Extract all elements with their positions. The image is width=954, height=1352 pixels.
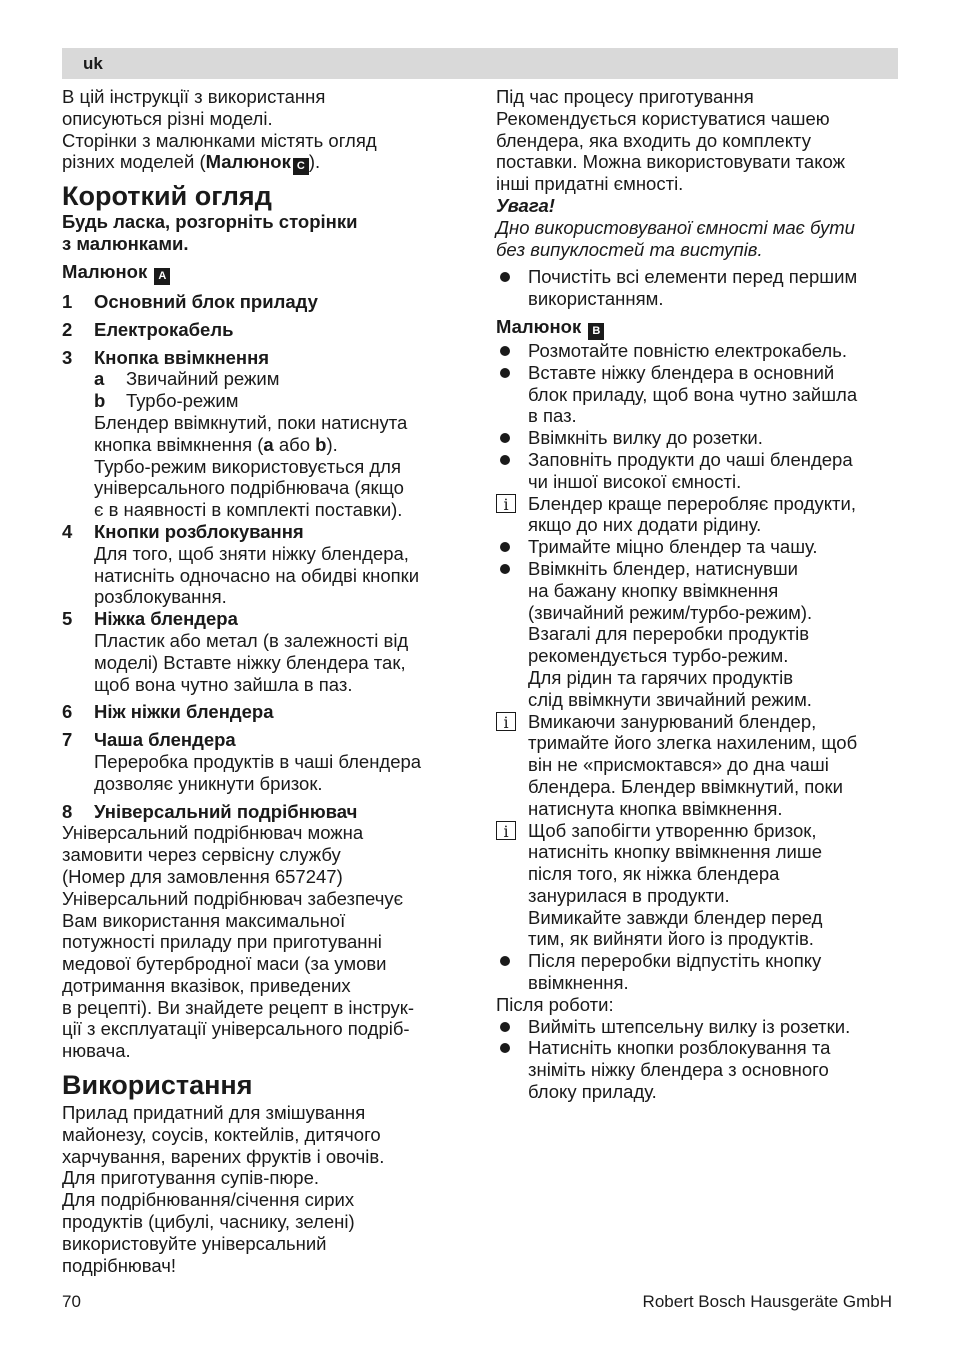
item-description [62, 543, 466, 608]
overview-note: з малюнками. [62, 233, 189, 255]
item-title: Кнопки розблокування [94, 520, 304, 542]
text: кнопка ввімкнення ( [94, 433, 264, 455]
bullet-item [496, 449, 898, 493]
bullet-line: Почистіть всі елементи перед першим [528, 266, 858, 288]
bullet-icon [496, 449, 528, 493]
paragraph-line: ції з експлуатації універсального подріб- [62, 1018, 410, 1040]
bullet-line: Після переробки відпустіть кнопку [528, 950, 822, 972]
bullet-line: Розмотайте повністю електрокабель. [528, 339, 848, 361]
overview-note: Будь ласка, розгорніть сторінки [62, 211, 358, 233]
info-item [496, 493, 898, 537]
bullet-line: на бажану кнопку ввімкнення [528, 579, 779, 601]
figure-b-label [496, 316, 898, 340]
paragraph-line: медової бутербродної маси (за умови [62, 953, 387, 975]
info-item [496, 820, 898, 951]
paragraph-line: використовуйте універсальний [62, 1232, 327, 1254]
list-item [62, 291, 466, 313]
list-item [62, 319, 466, 341]
item-number: 6 [62, 701, 73, 723]
sub-text: Турбо-режим [126, 390, 239, 412]
language-header-bar [62, 48, 898, 79]
item-description [62, 751, 466, 795]
paragraph-line: Рекомендується користуватися чашею [496, 107, 830, 129]
bullet-line: Натисніть кнопки розблокування та [528, 1037, 831, 1059]
item-number: 8 [62, 800, 73, 822]
paragraph-line: продуктів (цибулі, часнику, зелені) [62, 1211, 355, 1233]
paragraph-line: інші придатні ємності. [496, 173, 684, 195]
right-column [496, 86, 898, 1103]
item-number: 5 [62, 608, 73, 630]
figure-ref: Малюнок [205, 151, 291, 173]
bullet-line: ввімкнення. [528, 972, 629, 994]
info-item [496, 711, 898, 820]
text: a [263, 433, 274, 455]
item-description [62, 412, 466, 521]
info-glyph: i [496, 821, 516, 840]
info-line: Вимикайте завжди блендер перед [528, 906, 823, 928]
list-item [62, 701, 466, 723]
figure-a-label [62, 261, 466, 285]
warning-line: Дно використовуваної ємності має бути [496, 216, 855, 238]
bullet-line: (звичайний режим/турбо-режим). [528, 601, 813, 623]
bullet-item [496, 427, 898, 449]
info-line: Блендер краще переробляє продукти, [528, 492, 856, 514]
bullet-icon [496, 1037, 528, 1102]
info-line: тримайте його злегка нахиленим, щоб [528, 732, 858, 754]
section-title-usage: Використання [62, 1070, 253, 1101]
description-line: Переробка продуктів в чаші блендера [94, 750, 422, 772]
paragraph-line: дотримання вказівок, приведених [62, 974, 351, 996]
bullet-item [496, 1016, 898, 1038]
paragraph-line: Для приготування супів-пюре. [62, 1167, 320, 1189]
bullet-line: блоку приладу. [528, 1081, 657, 1103]
sub-letter: b [94, 390, 106, 412]
bullet-line: Ввімкніть вилку до розетки. [528, 427, 763, 449]
info-icon [496, 820, 528, 951]
figure-letter-c-icon: C [293, 158, 309, 175]
text: або [273, 433, 316, 455]
bullet-line: Заповніть продукти до чаші блендера [528, 448, 853, 470]
description-line: Пластик або метал (в залежності від [94, 629, 409, 651]
left-column [62, 86, 466, 1276]
sub-letter: a [94, 368, 105, 390]
item-title: Ніж ніжки блендера [94, 701, 274, 723]
description-line: дозволяє уникнути бризок. [94, 772, 323, 794]
bullet-line: використанням. [528, 288, 664, 310]
item-number: 3 [62, 346, 73, 368]
bullet-line: Тримайте міцно блендер та чашу. [528, 536, 818, 558]
bullet-icon [496, 266, 528, 310]
info-line: після того, як ніжка блендера [528, 863, 780, 885]
bullet-item [496, 362, 898, 427]
bullet-line: рекомендується турбо-режим. [528, 645, 789, 667]
info-line: блендера. Блендер ввімкнутий, поки [528, 775, 843, 797]
info-icon [496, 493, 528, 537]
info-line: занурилася в продукти. [528, 884, 730, 906]
language-code: uk [83, 54, 103, 73]
description-line: розблокування. [94, 586, 227, 608]
text: ). [326, 433, 338, 455]
paragraph-line: подрібнювач! [62, 1254, 177, 1276]
item-title: Електрокабель [94, 318, 234, 340]
info-glyph: i [496, 712, 516, 731]
paragraph-line: Універсальний подрібнювач забезпечує [62, 887, 404, 909]
sub-item [62, 368, 466, 390]
info-line: Щоб запобігти утворенню бризок, [528, 819, 817, 841]
intro-text: різних моделей ( [62, 151, 206, 173]
bullet-line: блок приладу, щоб вона чутно зайшла [528, 383, 858, 405]
company-name: Robert Bosch Hausgeräte GmbH [642, 1292, 892, 1311]
description-line: натисніть одночасно на обидві кнопки [94, 564, 420, 586]
section-title-overview: Короткий огляд [62, 181, 272, 212]
item-description [62, 630, 466, 695]
bullet-item [496, 340, 898, 362]
description-line: універсального подрібнювача (якщо [94, 477, 404, 499]
paragraph-line: Для подрібнювання/січення сирих [62, 1189, 355, 1211]
paragraph-line: поставки. Можна використовувати також [496, 151, 845, 173]
intro-text: ). [308, 151, 321, 173]
sub-item [62, 390, 466, 412]
info-line: Вмикаючи занурюваний блендер, [528, 710, 817, 732]
paragraph-line: майонезу, соусів, коктейлів, дитячого [62, 1123, 381, 1145]
info-glyph: i [496, 494, 516, 513]
bullet-item [496, 558, 898, 711]
text: b [315, 433, 327, 455]
bullet-line: Вставте ніжку блендера в основний [528, 361, 835, 383]
paragraph-line: в рецепті). Ви знайдете рецепт в інструк- [62, 996, 415, 1018]
bullet-line: Вийміть штепсельну вилку із розетки. [528, 1015, 851, 1037]
intro-line: Сторінки з малюнками містять огляд [62, 129, 377, 151]
paragraph-line: замовити через сервісну службу [62, 844, 341, 866]
paragraph-line: Прилад придатний для змішування [62, 1102, 366, 1124]
paragraph-line: (Номер для замовлення 657247) [62, 865, 343, 887]
list-item [62, 729, 466, 751]
description-line: Для того, щоб зняти ніжку блендера, [94, 542, 409, 564]
description-line: щоб вона чутно зайшла в паз. [94, 673, 353, 695]
figure-letter-b-icon: B [588, 323, 604, 340]
info-line: тим, як вийняти його із продуктів. [528, 928, 814, 950]
list-item [62, 521, 466, 543]
paragraph-line: харчування, варених фруктів і овочів. [62, 1145, 385, 1167]
figure-letter-a-icon: A [154, 268, 170, 285]
paragraph-line: нювача. [62, 1040, 131, 1062]
intro-line: описуються різні моделі. [62, 107, 273, 129]
paragraph-line: потужності приладу при приготуванні [62, 931, 382, 953]
item-title: Ніжка блендера [94, 608, 238, 630]
paragraph-line: Під час процесу приготування [496, 86, 754, 107]
bullet-line: зніміть ніжку блендера з основного [528, 1059, 829, 1081]
item-number: 1 [62, 290, 73, 312]
bullet-line: чи іншої високої ємності. [528, 470, 742, 492]
paragraph-line: Універсальний подрібнювач можна [62, 822, 364, 844]
paragraph-line: блендера, яка входить до комплекту [496, 129, 811, 151]
item-number: 7 [62, 729, 73, 751]
figure-label-text: Малюнок [496, 315, 582, 337]
warning-line: без випуклостей та виступів. [496, 238, 763, 260]
bullet-item [496, 536, 898, 558]
description-line: моделі) Вставте ніжку блендера так, [94, 651, 406, 673]
info-line: натисніть кнопку ввімкнення лише [528, 841, 822, 863]
bullet-icon [496, 362, 528, 427]
bullet-line: Взагалі для переробки продуктів [528, 623, 810, 645]
item-number: 4 [62, 520, 73, 542]
bullet-item [496, 266, 898, 310]
item-title: Чаша блендера [94, 729, 236, 751]
after-use-label: Після роботи: [496, 993, 614, 1015]
intro-line [62, 151, 466, 175]
intro-line: В цій інструкції з використання [62, 86, 326, 107]
list-item [62, 347, 466, 369]
info-icon [496, 711, 528, 820]
info-line: він не «присмоктався» до дна чаші [528, 754, 829, 776]
paragraph-line: Вам використання максимальної [62, 909, 346, 931]
list-item [62, 608, 466, 630]
bullet-icon [496, 1016, 528, 1038]
list-item [62, 801, 466, 823]
bullet-line: в паз. [528, 405, 577, 427]
description-line: Блендер ввімкнутий, поки натиснута [94, 411, 408, 433]
bullet-line: Для рідин та гарячих продуктів [528, 666, 794, 688]
bullet-item [496, 950, 898, 994]
bullet-line: Ввімкніть блендер, натиснувши [528, 557, 799, 579]
info-line: натиснута кнопка ввімкнення. [528, 797, 783, 819]
sub-text: Звичайний режим [126, 368, 280, 390]
bullet-icon [496, 427, 528, 449]
description-line [94, 434, 466, 456]
page-number: 70 [62, 1292, 81, 1311]
description-line: є в наявності в комплекті поставки). [94, 499, 403, 521]
bullet-item [496, 1037, 898, 1102]
item-title: Кнопка ввімкнення [94, 346, 270, 368]
figure-label-text: Малюнок [62, 260, 148, 282]
warning-title: Увага! [496, 194, 555, 216]
bullet-line: слід ввімкнути звичайний режим. [528, 688, 812, 710]
bullet-icon [496, 558, 528, 711]
item-number: 2 [62, 318, 73, 340]
description-line: Турбо-режим використовується для [94, 455, 401, 477]
bullet-icon [496, 950, 528, 994]
item-title: Основний блок приладу [94, 290, 318, 312]
info-line: якщо до них додати рідину. [528, 514, 762, 536]
bullet-icon [496, 536, 528, 558]
item-title: Універсальний подрібнювач [94, 800, 358, 822]
bullet-icon [496, 340, 528, 362]
